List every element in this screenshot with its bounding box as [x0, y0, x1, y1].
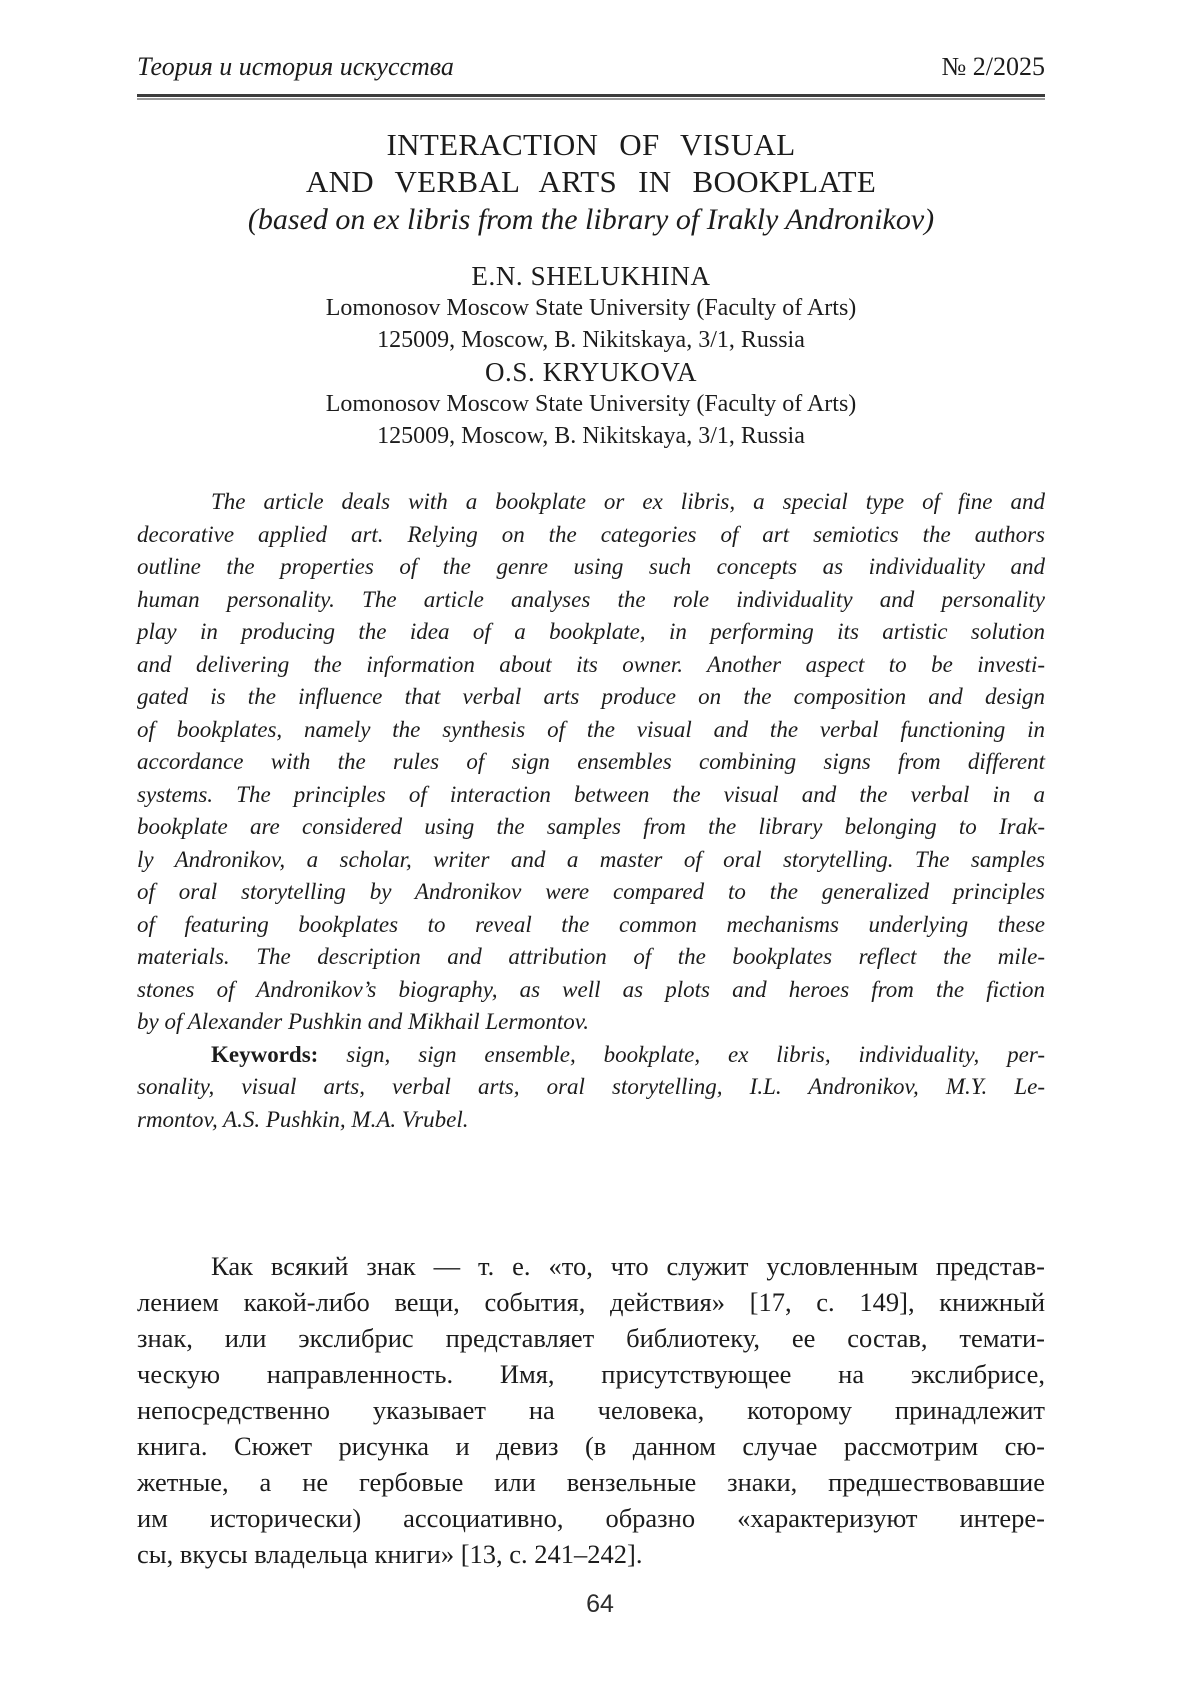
- text-line: Как всякий знак — т. е. «то, что служит условленным представ-: [211, 1251, 1045, 1281]
- author-entry: [137, 356, 1045, 452]
- text-line: of featuring bookplates to reveal the common mechanisms underlying these: [137, 911, 1045, 937]
- author-address: 125009, Moscow, B. Nikitskaya, 3/1, Russia: [377, 423, 805, 449]
- text-line: and delivering the information about its owner. Another aspect to be investi-: [137, 651, 1045, 677]
- body-paragraph: [137, 1248, 1045, 1572]
- text-line: книга. Сюжет рисунка и девиз (в данном случае рассмотрим сю-: [137, 1431, 1045, 1461]
- text-line: непосредственно указывает на человека, которому принадлежит: [137, 1395, 1045, 1425]
- text-line: The article deals with a bookplate or ex libris, a special type of fine and: [211, 489, 1045, 514]
- text-line: rmontov, A.S. Pushkin, M.A. Vrubel.: [137, 1106, 469, 1132]
- abstract-paragraph: [137, 486, 1045, 1039]
- header-rule: [137, 94, 1045, 100]
- body-text-block: [137, 1248, 1045, 1572]
- author-name: O.S. KRYUKOVA: [484, 357, 698, 387]
- title-block: [137, 126, 1045, 240]
- text-line: им исторически) ассоциативно, образно «характеризуют интере-: [137, 1503, 1045, 1533]
- author-address: 125009, Moscow, B. Nikitskaya, 3/1, Russia: [377, 327, 805, 353]
- text-line: accordance with the rules of sign ensembles combining signs from different: [137, 749, 1045, 774]
- text-line: materials. The description and attribution of the bookplates reflect the mile-: [137, 944, 1045, 969]
- text-line: human personality. The article analyses the role individuality and personality: [137, 586, 1045, 612]
- running-header: [137, 52, 1045, 82]
- text-line: play in producing the idea of a bookplate, in performing its artistic solution: [137, 619, 1045, 644]
- text-line: stones of Andronikov’s biography, as well as plots and heroes from the fiction: [137, 976, 1045, 1002]
- issue-number: № 2/2025: [941, 52, 1045, 81]
- authors-block: [137, 260, 1045, 452]
- text-line: of oral storytelling by Andronikov were compared to the generalized principles: [137, 879, 1045, 904]
- text-line: сы, вкусы владельца книги» [13, с. 241–242].: [137, 1539, 643, 1569]
- abstract-keywords-block: [137, 486, 1045, 1136]
- keywords-label: Keywords:: [211, 1041, 319, 1067]
- text-line: of bookplates, namely the synthesis of the visual and the verbal functioning in: [137, 716, 1045, 742]
- page-number: 64: [586, 1590, 614, 1618]
- text-line: ly Andronikov, a scholar, writer and a master of oral storytelling. The samples: [137, 846, 1045, 872]
- article-title-line-1: INTERACTION OF VISUAL: [386, 127, 796, 162]
- text-line: жетные, а не гербовые или вензельные знаки, предшествовавшие: [137, 1467, 1045, 1497]
- text-line: ческую направленность. Имя, присутствующее на экслибрисе,: [137, 1359, 1045, 1389]
- keywords-continuation: [137, 1071, 1045, 1136]
- keywords-first-line-text: sign, sign ensemble, bookplate, ex libris, individuality, per-: [346, 1041, 1045, 1067]
- text-line: знак, или экслибрис представляет библиотеку, ее состав, темати-: [137, 1323, 1045, 1353]
- text-line: outline the properties of the genre using such concepts as individuality and: [137, 554, 1045, 579]
- text-line: gated is the influence that verbal arts produce on the composition and design: [137, 684, 1045, 709]
- journal-section-title: Теория и история искусства: [137, 52, 454, 81]
- author-affiliation: Lomonosov Moscow State University (Faculty of Arts): [325, 391, 857, 417]
- author-name: E.N. SHELUKHINA: [471, 261, 711, 291]
- author-affiliation: Lomonosov Moscow State University (Faculty of Arts): [325, 295, 857, 321]
- keywords-first-line: [137, 1039, 1045, 1072]
- text-line: лением какой-либо вещи, события, действия» [17, с. 149], книжный: [137, 1287, 1045, 1317]
- text-line: systems. The principles of interaction between the visual and the verbal in a: [137, 781, 1045, 807]
- text-line: bookplate are considered using the samples from the library belonging to Irak-: [137, 814, 1045, 839]
- article-title-line-2: AND VERBAL ARTS IN BOOKPLATE: [305, 164, 877, 199]
- header-rule-light-line: [137, 98, 1045, 100]
- text-line: by of Alexander Pushkin and Mikhail Lermontov.: [137, 1009, 590, 1034]
- header-rule-dark-line: [137, 94, 1045, 97]
- text-line: sonality, visual arts, verbal arts, oral storytelling, I.L. Andronikov, M.Y. Le-: [137, 1074, 1045, 1099]
- text-line: decorative applied art. Relying on the categories of art semiotics the authors: [137, 521, 1045, 547]
- article-subtitle: (based on ex libris from the library of Irakly Andronikov): [247, 203, 935, 236]
- author-entry: [137, 260, 1045, 356]
